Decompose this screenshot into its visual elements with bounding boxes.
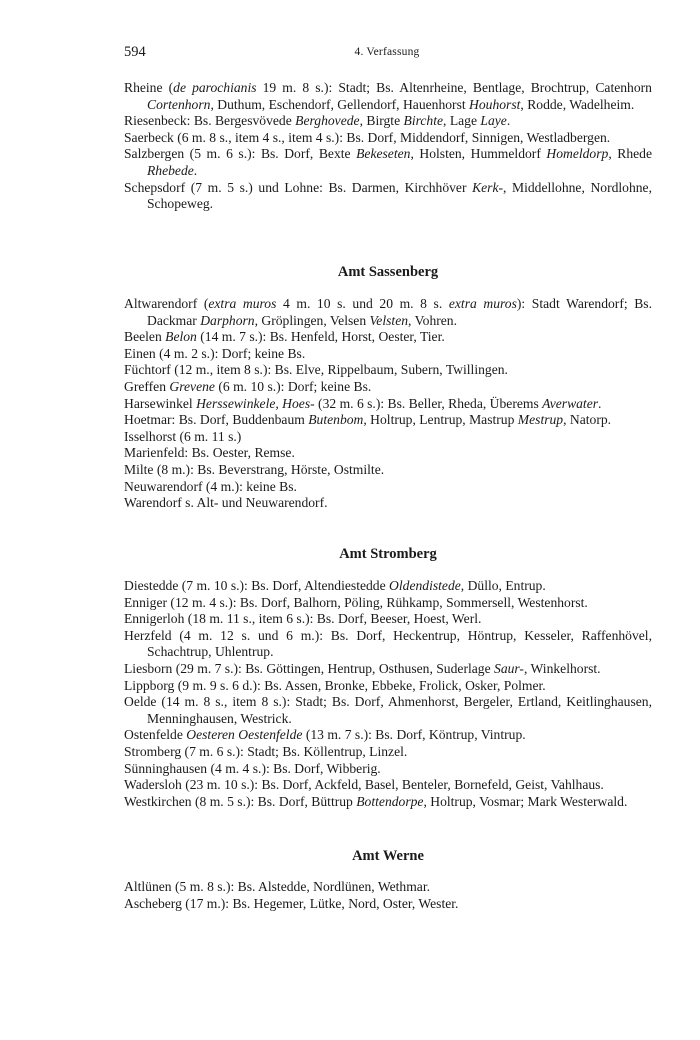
- list-item: [124, 611, 652, 628]
- entry-text: 19 m. 8 s.): Stadt; Bs. Altenrheine, Bentlage, Brochtrup, Catenhorn: [256, 80, 652, 95]
- entry-text: Harsewinkel: [124, 395, 197, 411]
- entry-text: ): Stadt Warendorf; Bs. Dackmar: [147, 296, 652, 328]
- entry-text: Wadersloh (23 m. 10 s.): Bs. Dorf, Ackfeld, Basel, Benteler, Bornefeld, Geist, Vahlhaus.: [124, 777, 604, 793]
- entry-text: .: [598, 395, 602, 411]
- entry-text: Diestedde (7 m. 10 s.): Bs. Dorf, Altendiestedde: [124, 578, 390, 593]
- section-sassenberg: [124, 296, 652, 512]
- entry-text: , Gröplingen, Velsen: [254, 312, 370, 328]
- section-werne: [124, 879, 652, 912]
- entry-text: Salzbergen (5 m. 6 s.): Bs. Dorf, Bexte: [124, 146, 357, 162]
- italic-text: Berghovede: [295, 113, 360, 129]
- list-item: [124, 379, 652, 396]
- italic-text: Birchte: [403, 113, 444, 129]
- entry-text: Herzfeld (4 m. 12 s. und 6 m.): Bs. Dorf, Heckentrup, Höntrup, Kesseler, Raffenhövel, Schachtrup, Uhlentrup.: [124, 627, 652, 660]
- list-item: [124, 113, 652, 130]
- running-title: 4. Verfassung: [354, 46, 420, 58]
- entry-text: , Holtrup, Vosmar; Mark Westerwald.: [423, 793, 628, 809]
- entry-text: , Natorp.: [563, 412, 612, 428]
- section-heading-sassenberg: Amt Sassenberg: [337, 264, 439, 280]
- entry-text: Ostenfelde: [124, 727, 187, 743]
- entry-text: Lippborg (9 m. 9 s. 6 d.): Bs. Assen, Bronke, Ebbeke, Frolick, Osker, Polmer.: [124, 677, 546, 693]
- italic-text: Oldendistede: [389, 578, 461, 593]
- italic-text: Velsten: [369, 312, 409, 328]
- list-item: [124, 744, 652, 761]
- page-header: [124, 44, 650, 62]
- entry-text: (13 m. 7 s.): Bs. Dorf, Köntrup, Vintrup.: [302, 727, 526, 743]
- italic-text: Darphorn: [200, 312, 255, 328]
- entry-text: , Holsten, Hummeldorf: [410, 146, 547, 162]
- entry-text: Liesborn (29 m. 7 s.): Bs. Göttingen, Hentrup, Osthusen, Suderlage: [124, 660, 495, 676]
- list-item: [124, 794, 652, 811]
- list-item: [124, 761, 652, 778]
- entry-text: (6 m. 10 s.): Dorf; keine Bs.: [214, 378, 372, 394]
- italic-text: Saur-: [494, 660, 524, 676]
- list-item: [124, 879, 652, 896]
- list-item: [124, 462, 652, 479]
- italic-text: Cortenhorn: [147, 96, 211, 112]
- entry-list: [124, 578, 652, 810]
- entry-text: , Düllo, Entrup.: [460, 578, 546, 593]
- entry-text: Rheine (: [124, 80, 174, 95]
- italic-text: Belon: [165, 329, 197, 345]
- entry-text: Neuwarendorf (4 m.): keine Bs.: [124, 478, 297, 494]
- list-item: [124, 445, 652, 462]
- entry-text: , Rhede: [608, 146, 652, 162]
- italic-text: extra muros: [208, 296, 277, 311]
- list-item: [124, 146, 652, 179]
- entry-text: Ascheberg (17 m.): Bs. Hegemer, Lütke, Nord, Oster, Wester.: [124, 895, 459, 911]
- section-heading-werne: Amt Werne: [352, 848, 424, 864]
- entry-text: Marienfeld: Bs. Oester, Remse.: [124, 445, 295, 461]
- italic-text: extra muros: [448, 296, 517, 311]
- italic-text: de parochianis: [173, 80, 257, 95]
- list-item: [124, 628, 652, 661]
- italic-text: Oesteren Oestenfelde: [186, 727, 303, 743]
- entry-text: , Duthum, Eschendorf, Gellendorf, Hauenhorst: [210, 96, 470, 112]
- entry-text: Ennigerloh (18 m. 11 s., item 6 s.): Bs. Dorf, Beeser, Hoest, Werl.: [124, 611, 482, 627]
- italic-text: Grevene: [169, 378, 215, 394]
- list-item: [124, 429, 652, 446]
- entry-text: Riesenbeck: Bs. Bergesvövede: [124, 113, 296, 129]
- entry-text: , Rodde, Wadelheim.: [520, 96, 635, 112]
- list-item: [124, 495, 652, 512]
- entry-text: , Vohren.: [408, 312, 457, 328]
- list-item: [124, 479, 652, 496]
- entry-text: Milte (8 m.): Bs. Beverstrang, Hörste, Ostmilte.: [124, 461, 385, 477]
- list-item: [124, 777, 652, 794]
- list-item: [124, 329, 652, 346]
- list-item: [124, 180, 652, 213]
- entry-list: [124, 296, 652, 512]
- italic-text: Laye: [480, 113, 507, 129]
- italic-text: Bekeseten: [356, 146, 411, 162]
- italic-text: Kerk-: [472, 179, 504, 195]
- entry-text: .: [193, 162, 198, 178]
- entry-text: Altlünen (5 m. 8 s.): Bs. Alstedde, Nordlünen, Wethmar.: [124, 879, 430, 894]
- entry-text: Füchtorf (12 m., item 8 s.): Bs. Elve, Rippelbaum, Subern, Twillingen.: [124, 362, 508, 378]
- list-item: [124, 896, 652, 913]
- list-item: [124, 412, 652, 429]
- entry-text: Schepsdorf (7 m. 5 s.) und Lohne: Bs. Darmen, Kirchhöver: [124, 179, 473, 195]
- section-stromberg: [124, 578, 652, 810]
- italic-text: Bottendorpe: [356, 793, 424, 809]
- italic-text: Butenbom: [308, 412, 364, 428]
- list-item: [124, 678, 652, 695]
- list-item: [124, 727, 652, 744]
- entry-list: [124, 879, 652, 912]
- entry-text: Greffen: [124, 378, 170, 394]
- entry-list: [124, 80, 652, 213]
- section-heading-stromberg: Amt Stromberg: [339, 546, 437, 562]
- entry-text: , Birgte: [359, 113, 404, 129]
- italic-text: Mestrup: [517, 412, 564, 428]
- entry-text: Altwarendorf (: [124, 296, 209, 311]
- entry-text: , Holtrup, Lentrup, Mastrup: [363, 412, 518, 428]
- list-item: [124, 694, 652, 727]
- italic-text: Averwater: [542, 395, 599, 411]
- entry-text: Hoetmar: Bs. Dorf, Buddenbaum: [124, 412, 309, 428]
- page-number: 594: [124, 44, 146, 60]
- entry-text: , Winkelhorst.: [523, 660, 601, 676]
- italic-text: Houhorst: [469, 96, 521, 112]
- italic-text: Herssewinkele, Hoes-: [196, 395, 315, 411]
- entry-text: , Middellohne, Nordlohne, Schopeweg.: [147, 179, 652, 212]
- section-continuation: [124, 80, 652, 213]
- list-item: [124, 80, 652, 113]
- list-item: [124, 578, 652, 595]
- entry-text: 4 m. 10 s. und 20 m. 8 s.: [276, 296, 449, 311]
- entry-text: Einen (4 m. 2 s.): Dorf; keine Bs.: [124, 345, 306, 361]
- entry-text: Isselhorst (6 m. 11 s.): [124, 428, 242, 444]
- entry-text: .: [506, 113, 511, 129]
- entry-text: (14 m. 7 s.): Bs. Henfeld, Horst, Oester, Tier.: [196, 329, 445, 345]
- italic-text: Rhebede: [147, 162, 194, 178]
- entry-text: Beelen: [124, 329, 166, 345]
- list-item: [124, 396, 652, 413]
- entry-text: Stromberg (7 m. 6 s.): Stadt; Bs. Köllentrup, Linzel.: [124, 743, 408, 759]
- entry-text: Warendorf s. Alt- und Neuwarendorf.: [124, 495, 328, 511]
- list-item: [124, 130, 652, 147]
- entry-text: Westkirchen (8 m. 5 s.): Bs. Dorf, Büttrup: [124, 793, 357, 809]
- entry-text: Sünninghausen (4 m. 4 s.): Bs. Dorf, Wibberig.: [124, 760, 381, 776]
- list-item: [124, 595, 652, 612]
- entry-text: Saerbeck (6 m. 8 s., item 4 s., item 4 s.): Bs. Dorf, Middendorf, Sinnigen, Westladbergen.: [124, 129, 611, 145]
- list-item: [124, 661, 652, 678]
- list-item: [124, 362, 652, 379]
- entry-text: , Lage: [443, 113, 481, 129]
- entry-text: (32 m. 6 s.): Bs. Beller, Rheda, Überems: [314, 395, 543, 411]
- italic-text: Homeldorp: [546, 146, 609, 162]
- entry-text: Enniger (12 m. 4 s.): Bs. Dorf, Balhorn, Pöling, Rühkamp, Sommersell, Westenhorst.: [124, 594, 588, 610]
- list-item: [124, 346, 652, 363]
- list-item: [124, 296, 652, 329]
- entry-text: Oelde (14 m. 8 s., item 8 s.): Stadt; Bs. Dorf, Ahmenhorst, Bergeler, Ertland, Keitlinghausen, Menninghausen, Westrick.: [124, 694, 652, 726]
